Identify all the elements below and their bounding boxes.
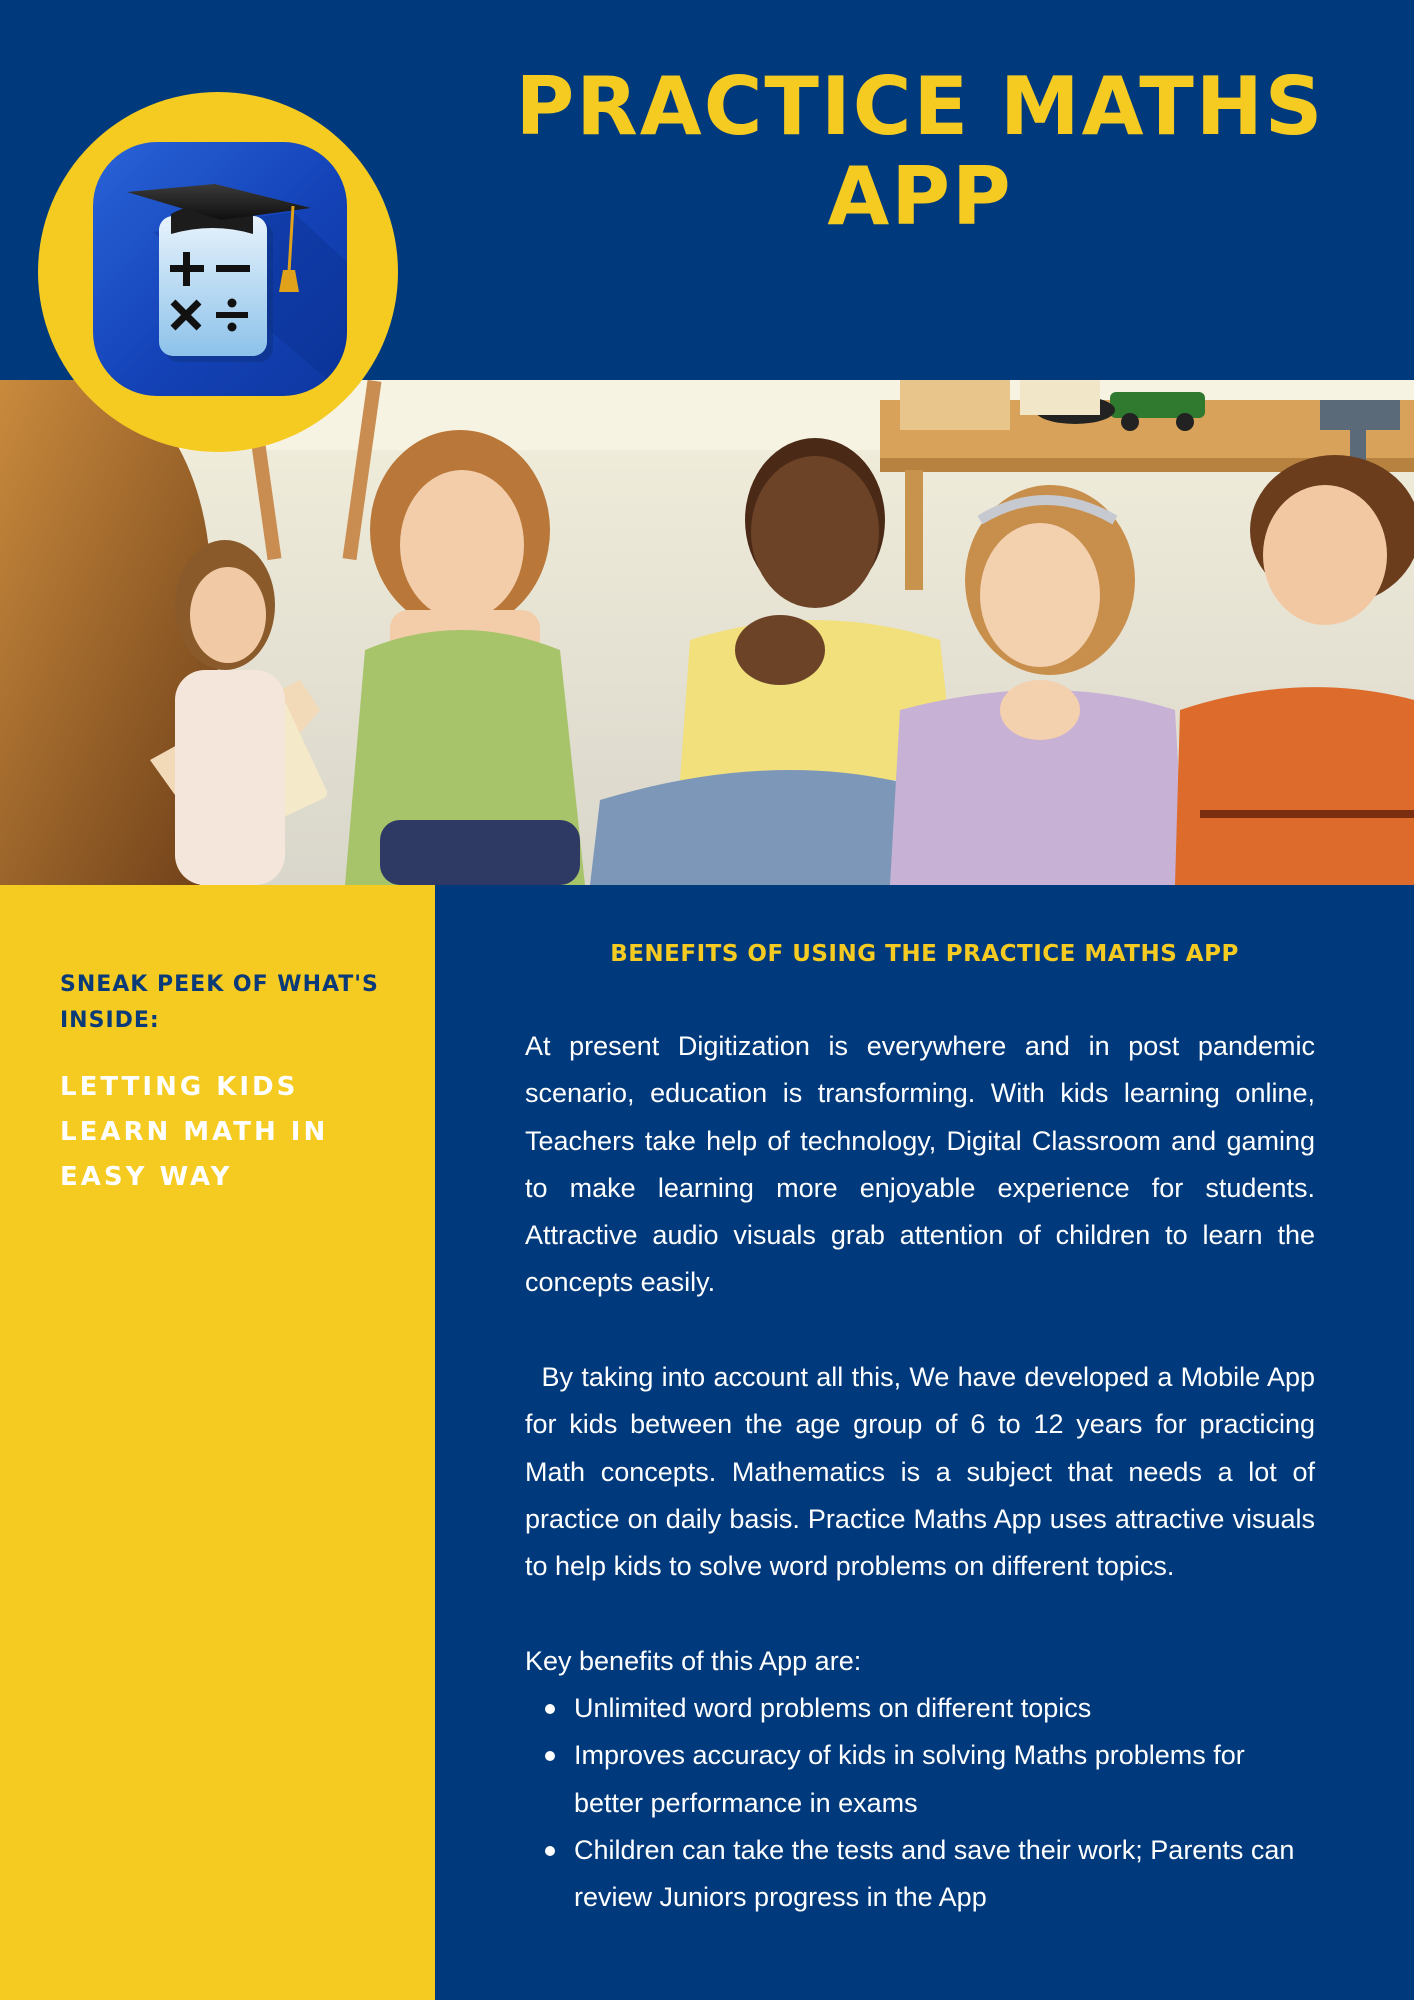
- children-illustration: [0, 380, 1414, 885]
- sidebar-tagline: [60, 1065, 380, 1200]
- list-item: Children can take the tests and save their work; Parents can review Juniors progress in the App: [525, 1827, 1315, 1922]
- classroom-photo: [0, 380, 1414, 885]
- tagline-line-3: EASY WAY: [60, 1162, 233, 1192]
- page-title: [460, 62, 1380, 242]
- app-icon-tile: [93, 142, 347, 396]
- key-benefits-intro: Key benefits of this App are:: [525, 1645, 862, 1676]
- sneak-peek-line-2: INSIDE:: [60, 1008, 160, 1033]
- body-text: [525, 1023, 1323, 1922]
- paragraph-2: By taking into account all this, We have developed a Mobile App for kids between the age group of 6 to 12 years for practicing Math concepts. Mathematics is a subject that needs a lot of practice on daily basis. Practice Maths App uses attractive visuals to help kids to solve word problems on different topics.: [525, 1362, 1323, 1582]
- list-item: Unlimited word problems on different topics: [525, 1685, 1315, 1732]
- app-logo: [38, 92, 398, 452]
- spacer: [525, 1307, 1315, 1354]
- main-content: [435, 885, 1414, 2000]
- paragraph-1: At present Digitization is everywhere and in post pandemic scenario, education is transforming. With kids learning online, Teachers take help of technology, Digital Classroom and gaming to make learning more enjoyable experience for students. Attractive audio visuals grab attention of children to learn the concepts easily.: [525, 1031, 1315, 1298]
- tagline-line-1: LETTING KIDS: [60, 1072, 299, 1102]
- title-line-2: APP: [827, 150, 1013, 243]
- benefits-heading: BENEFITS OF USING THE PRACTICE MATHS APP: [610, 941, 1239, 967]
- sneak-peek-line-1: SNEAK PEEK OF WHAT'S: [60, 972, 379, 997]
- list-item: Improves accuracy of kids in solving Maths problems for better performance in exams: [525, 1732, 1315, 1827]
- key-benefits-list: [525, 1685, 1315, 1921]
- spacer: [525, 1591, 1315, 1638]
- sidebar-panel: [0, 885, 435, 2000]
- calculator-graduation-cap-icon: [93, 142, 347, 396]
- title-line-1: PRACTICE MATHS: [515, 60, 1325, 153]
- sneak-peek-heading: [60, 967, 390, 1039]
- tagline-line-2: LEARN MATH IN: [60, 1117, 329, 1147]
